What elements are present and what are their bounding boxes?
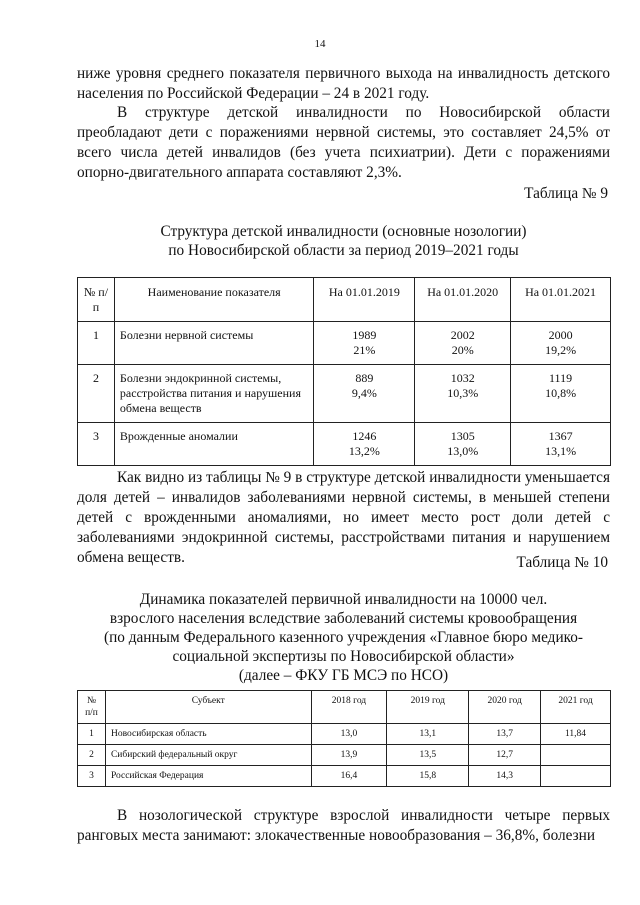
cell-percent: 19,2% — [545, 343, 577, 357]
cell-value: 889 — [355, 371, 374, 385]
paragraph-2: В структуре детской инвалидности по Новосибирской области преобладают дети с поражениями нервной системы, это составляет 24,5% от всего числа детей инвалидов (без учета психиатрии). Дети с поражениями опорно-двигательного аппарата составляют 2,3%. — [77, 104, 610, 181]
cell-2021: 11,84 — [541, 724, 611, 745]
row-subject: Сибирский федеральный округ — [105, 745, 311, 766]
cell-value: 1119 — [549, 371, 573, 385]
cell-value: 1305 — [450, 429, 475, 443]
cell-2021 — [511, 322, 611, 365]
table-header-row — [78, 278, 611, 322]
cell-value: 1367 — [548, 429, 573, 443]
row-name: Врожденные аномалии — [114, 423, 314, 466]
header-name: Наименование показателя — [114, 278, 314, 322]
table-9-title-line: Структура детской инвалидности (основные нозологии) — [160, 223, 527, 240]
row-num: 1 — [78, 322, 115, 365]
header-2019: На 01.01.2019 — [314, 278, 415, 322]
table-row — [78, 423, 611, 466]
row-name: Болезни эндокринной системы, расстройства питания и нарушения обмена веществ — [114, 365, 314, 423]
cell-2020: 14,3 — [469, 766, 541, 787]
cell-percent: 13,2% — [348, 444, 380, 458]
cell-value: 1989 — [352, 328, 377, 342]
table-10-title — [77, 590, 610, 685]
cell-2021 — [541, 766, 611, 787]
cell-value: 1246 — [352, 429, 377, 443]
table-10-title-line: социальной экспертизы по Новосибирской области» — [172, 648, 515, 665]
header-subject: Субъект — [105, 691, 311, 724]
cell-2018: 16,4 — [311, 766, 387, 787]
table-row — [78, 724, 611, 745]
header-num: № п/п — [78, 691, 106, 724]
row-num: 1 — [78, 724, 106, 745]
table-9-label: Таблица № 9 — [524, 185, 608, 202]
table-header-row — [78, 691, 611, 724]
cell-2021 — [511, 365, 611, 423]
cell-percent: 10,3% — [447, 386, 479, 400]
cell-2021 — [511, 423, 611, 466]
cell-2019: 13,5 — [387, 745, 469, 766]
cell-percent: 9,4% — [351, 386, 377, 400]
header-2018: 2018 год — [311, 691, 387, 724]
table-9 — [77, 277, 611, 466]
table-10-title-line: (далее – ФКУ ГБ МСЭ по НСО) — [238, 667, 449, 684]
cell-2019 — [314, 365, 415, 423]
table-10-title-line: (по данным Федерального казенного учреждения «Главное бюро медико- — [103, 629, 584, 646]
table-row — [78, 745, 611, 766]
cell-2020 — [415, 322, 511, 365]
table-row — [78, 766, 611, 787]
cell-2020 — [415, 365, 511, 423]
cell-2019 — [314, 423, 415, 466]
header-2021: 2021 год — [541, 691, 611, 724]
header-2020: 2020 год — [469, 691, 541, 724]
table-10-label: Таблица № 10 — [516, 554, 608, 571]
cell-2018: 13,0 — [311, 724, 387, 745]
table-9-title — [77, 222, 610, 260]
cell-2019: 15,8 — [387, 766, 469, 787]
header-num: № п/п — [78, 278, 115, 322]
cell-value: 2002 — [450, 328, 475, 342]
table-10 — [77, 690, 611, 787]
cell-2018: 13,9 — [311, 745, 387, 766]
cell-percent: 21% — [353, 343, 376, 357]
paragraph-3: Как видно из таблицы № 9 в структуре детской инвалидности уменьшается доля детей – инвалидов заболеваниями нервной системы, в меньшей степени детей с врожденными аномалиями, но имеет место рост доли детей с заболеваниями эндокринной системы, расстройствами питания и нарушением обмена веществ. — [77, 469, 610, 566]
cell-percent: 13,0% — [447, 444, 479, 458]
cell-percent: 10,8% — [545, 386, 577, 400]
cell-percent: 13,1% — [545, 444, 577, 458]
cell-2019 — [314, 322, 415, 365]
cell-2020: 12,7 — [469, 745, 541, 766]
cell-2021 — [541, 745, 611, 766]
cell-2020: 13,7 — [469, 724, 541, 745]
paragraph-4: В нозологической структуре взрослой инвалидности четыре первых ранговых места занимают: злокачественные новообразования – 36,8%, болезни — [77, 807, 610, 844]
cell-2020 — [415, 423, 511, 466]
cell-value: 1032 — [450, 371, 475, 385]
header-2021: На 01.01.2021 — [511, 278, 611, 322]
row-num: 3 — [78, 766, 106, 787]
row-num: 3 — [78, 423, 115, 466]
row-num: 2 — [78, 745, 106, 766]
page-number: 14 — [314, 38, 326, 50]
table-10-title-line: Динамика показателей первичной инвалидности на 10000 чел. — [139, 591, 548, 608]
row-num: 2 — [78, 365, 115, 423]
cell-2019: 13,1 — [387, 724, 469, 745]
cell-value: 2000 — [548, 328, 573, 342]
row-subject: Российская Федерация — [105, 766, 311, 787]
table-row — [78, 322, 611, 365]
table-row — [78, 365, 611, 423]
paragraph-1: ниже уровня среднего показателя первичного выхода на инвалидность детского населения по Российской Федерации – 24 в 2021 году. — [77, 65, 610, 102]
cell-percent: 20% — [451, 343, 474, 357]
header-2020: На 01.01.2020 — [415, 278, 511, 322]
table-10-title-line: взрослого населения вследствие заболеваний системы кровообращения — [109, 610, 578, 627]
row-subject: Новосибирская область — [105, 724, 311, 745]
table-9-title-line: по Новосибирской области за период 2019–2021 годы — [168, 242, 519, 259]
row-name: Болезни нервной системы — [114, 322, 314, 365]
header-2019: 2019 год — [387, 691, 469, 724]
